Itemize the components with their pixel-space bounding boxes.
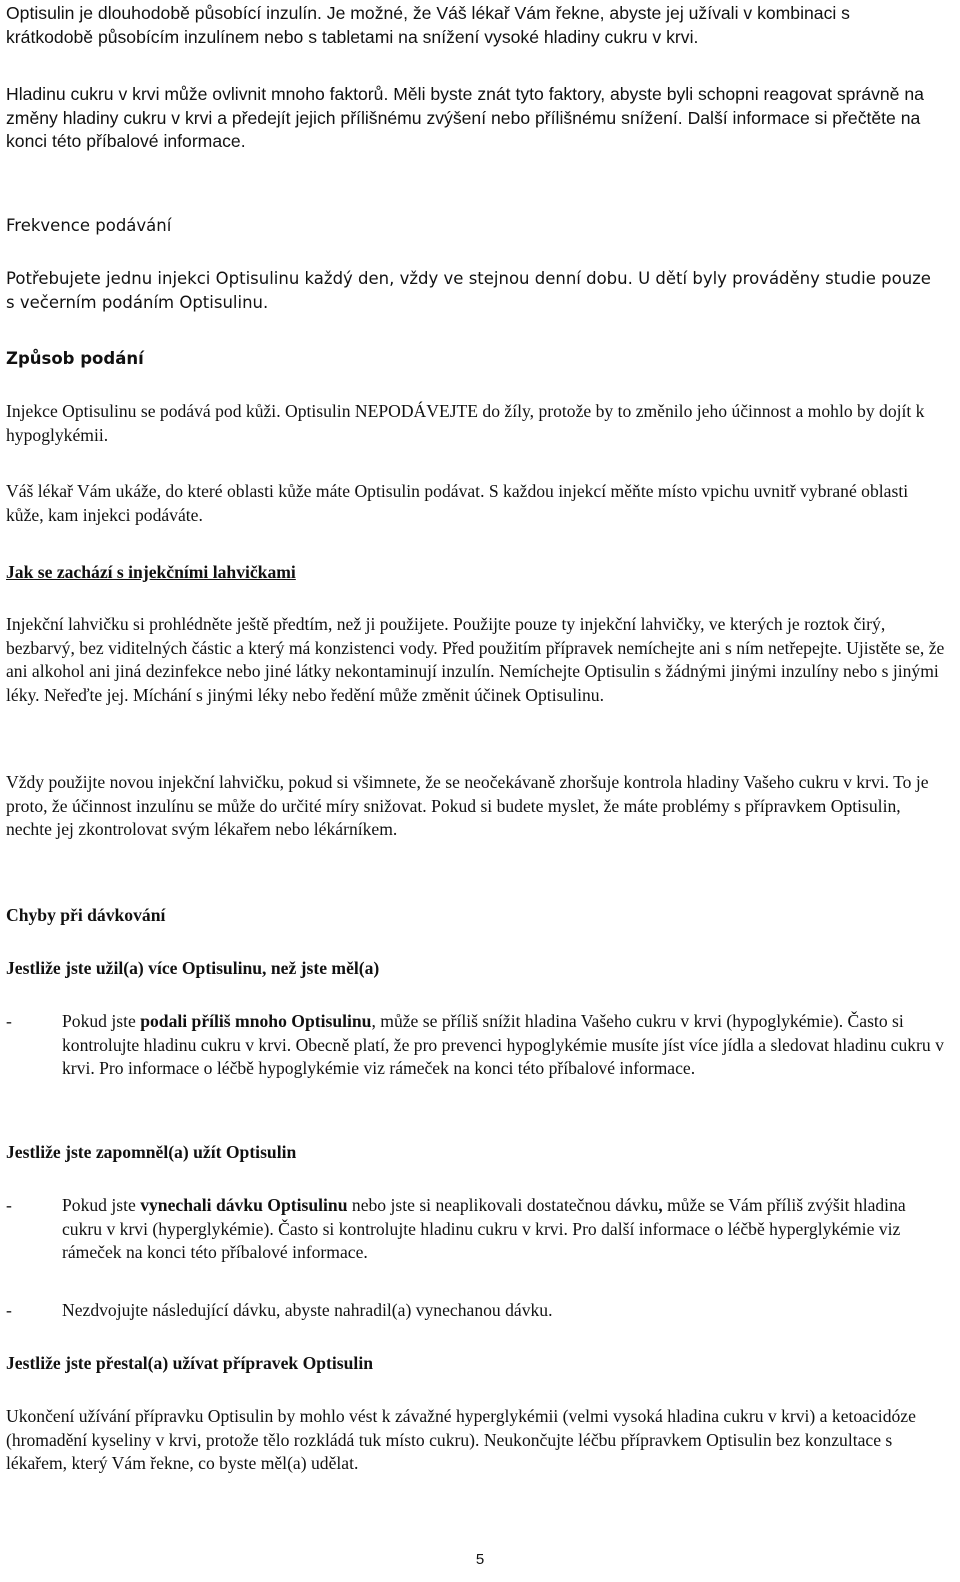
chyby-heading: Chyby při dávkování [6, 905, 166, 925]
zapomnel-list-item-2 [6, 1299, 947, 1323]
zapomnel-heading: Jestliže jste zapomněl(a) užít Optisulin [6, 1142, 297, 1162]
intro-paragraph-2-rest: Měli byste znát tyto faktory, abyste byli schopni reagovat správně na změny hladiny cukru v krvi a předejít jejich přílišnému zvýšení nebo přílišnému snížení. Další informace si přečtěte na konci této příbalové informace. [6, 84, 924, 151]
vice-heading: Jestliže jste užil(a) více Optisulinu, než jste měl(a) [6, 958, 380, 978]
vice-item-pre: Pokud jste [62, 1011, 141, 1031]
vice-list-item [6, 1010, 952, 1081]
zapomnel-item1-post: může se Vám příliš zvýšit hladina cukru v krvi (hyperglykémie). Často si kontrolujte hladinu cukru v krvi. Pro další informace o léčbě hyperglykémie viz rámeček na konci této příbalové informace. [62, 1195, 906, 1262]
frekvence-text: Potřebujete jednu injekci Optisulinu každý den, vždy ve stejnou denní dobu. U dětí byly prováděny studie pouze s večerním podáním Optisulinu. [6, 269, 931, 312]
vice-item-post: , může se příliš snížit hladina Vašeho cukru v krvi (hypoglykémie). Často si kontrolujte hladinu cukru v krvi. Obecně platí, že pro prevenci hypoglykémie musíte jíst více jídla a sledovat hladinu cukru v krvi. Pro informace o léčbě hypoglykémie viz rámeček na konci této příbalové informace. [62, 1011, 944, 1078]
zapomnel-list-item-1 [6, 1194, 947, 1265]
frekvence-heading: Frekvence podávání [6, 216, 172, 235]
zapomnel-item1-mid: nebo jste si neaplikovali dostatečnou dávku [347, 1195, 659, 1215]
zpusob-text-1: Injekce Optisulinu se podává pod kůži. Optisulin NEPODÁVEJTE do žíly, protože by to změnilo jeho účinnost a mohlo by dojít k hypoglykémii. [6, 401, 925, 445]
list-dash: - [6, 1195, 12, 1215]
intro-paragraph-2-lead: Hladinu cukru v krvi může ovlivnit mnoho faktorů. [6, 84, 389, 104]
lahvicky-text-2: Vždy použijte novou injekční lahvičku, pokud si všimnete, že se neočekávaně zhoršuje kontrola hladiny Vašeho cukru v krvi. To je proto, že účinnost inzulínu se může do určité míry snižovat. Pokud si budete myslet, že máte problémy s přípravkem Optisulin, nechte jej zkontrolovat svým lékařem nebo lékárníkem. [6, 772, 929, 839]
zapomnel-item2-text: Nezdvojujte následující dávku, abyste nahradil(a) vynechanou dávku. [62, 1300, 553, 1320]
prestal-heading: Jestliže jste přestal(a) užívat přípravek Optisulin [6, 1353, 373, 1373]
lahvicky-text-1: Injekční lahvičku si prohlédněte ještě předtím, než ji použijete. Použijte pouze ty injekční lahvičky, ve kterých je roztok čirý, bezbarvý, bez viditelných částic a který má konzistenci vody. Před použitím přípravek nemíchejte ani s ním netřepejte. Ujistěte se, že ani alkohol ani jiná dezinfekce nebo jiné látky nekontaminují inzulín. Nemíchejte Optisulin s žádnými jinými inzulíny nebo s jinými léky. Neřeďte jej. Míchání s jinými léky nebo ředění může změnit účinek Optisulinu. [6, 614, 945, 705]
lahvicky-heading: Jak se zachází s injekčními lahvičkami [6, 562, 296, 582]
prestal-text: Ukončení užívání přípravku Optisulin by mohlo vést k závažné hyperglykémii (velmi vysoká hladina cukru v krvi) a ketoacidóze (hromadění kyseliny v krvi, protože tělo rozkládá tuk místo cukru). Neukončujte léčbu přípravkem Optisulin bez konzultace s lékařem, který Vám řekne, co byste měl(a) udělat. [6, 1406, 916, 1473]
zapomnel-item1-pre: Pokud jste [62, 1195, 141, 1215]
vice-item-bold: podali příliš mnoho Optisulinu [140, 1011, 372, 1031]
list-dash: - [6, 1011, 12, 1031]
zpusob-heading: Způsob podání [6, 349, 144, 368]
list-dash: - [6, 1300, 12, 1320]
zpusob-text-2: Váš lékař Vám ukáže, do které oblasti kůže máte Optisulin podávat. S každou injekcí měňte místo vpichu uvnitř vybrané oblasti kůže, kam injekci podáváte. [6, 481, 909, 525]
zapomnel-item1-comma: , [658, 1195, 663, 1215]
intro-paragraph-1: Optisulin je dlouhodobě působící inzulín. Je možné, že Váš lékař Vám řekne, abyste jej užívali v kombinaci s krátkodobě působícím inzulínem nebo s tabletami na snížení vysoké hladiny cukru v krvi. [6, 3, 850, 47]
intro-paragraph-2 [6, 83, 950, 154]
zapomnel-item1-bold: vynechali dávku Optisulinu [140, 1195, 348, 1215]
page-number: 5 [475, 1551, 485, 1568]
